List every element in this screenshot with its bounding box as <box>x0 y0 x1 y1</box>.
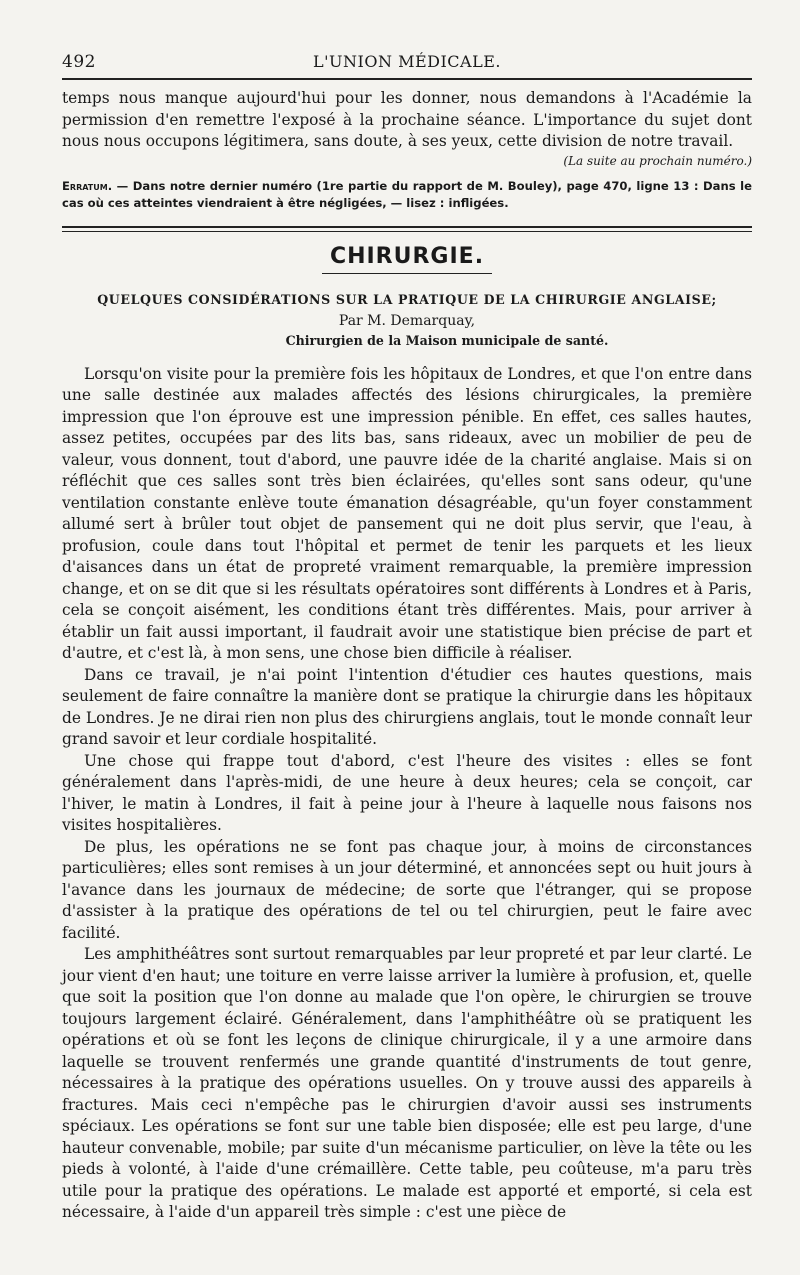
page <box>62 52 752 1224</box>
paragraph: De plus, les opérations ne se font pas chaque jour, à moins de circonstances particulières; elles sont remises à un jour déterminé, et annoncées sept ou huit jours à l'avance dans les journaux de médecine; de sorte que l'étranger, qui se propose d'assister à la pratique des opérations de tel ou tel chirurgien, peut le faire avec facilité. <box>62 837 752 942</box>
paragraph: Les amphithéâtres sont surtout remarquables par leur propreté et par leur clarté. Le jour vient d'en haut; une toiture en verre laisse arriver la lumière à profusion, et, quelle que soit la position que l'on donne au malade que l'on opère, le chirurgien se trouve toujours largement éclairé. Généralement, dans l'amphithéâtre où se pratiquent les opérations et où se font les leçons de clinique chirurgicale, il y a une armoire dans laquelle se trouvent renfermés une grande quantité d'instruments de tout genre, nécessaires à la pratique des opérations usuelles. On y trouve aussi des appareils à fractures. Mais ceci n'empêche pas le chirurgien d'avoir aussi ses instruments spéciaux. Les opérations se font sur une table bien disposée; elle est peu large, d'une hauteur convenable, mobile; par suite d'un mécanisme particulier, on lève la tête ou les pieds à volonté, à l'aide d'une crémaillère. Cette table, peu coûteuse, m'a paru très utile pour la pratique des opérations. Le malade est apporté et emporté, si cela est nécessaire, à l'aide d'un appareil très simple : c'est une pièce de <box>62 945 752 1221</box>
paragraph: Dans ce travail, je n'ai point l'intention d'étudier ces hautes questions, mais seulement de faire connaître la manière dont se pratique la chirurgie dans les hôpitaux de Londres. Je ne dirai rien non plus des chirurgiens anglais, tout le monde connaît leur grand savoir et leur cordiale hospitalité. <box>62 665 752 748</box>
paragraph: Une chose qui frappe tout d'abord, c'est l'heure des visites : elles se font généralement dans l'après-midi, de une heure à deux heures; cela se conçoit, car l'hiver, le matin à Londres, il fait à peine jour à l'heure à laquelle nous faisons nos visites hospitalières. <box>62 751 752 834</box>
section-divider <box>62 226 752 232</box>
paragraph: Lorsqu'on visite pour la première fois les hôpitaux de Londres, et que l'on entre dans une salle destinée aux malades affectés des lésions chirurgicales, la première impression que l'on éprouve est une impression pénible. En effet, ces salles hautes, assez petites, occupées par des lits bas, sans rideaux, avec un mobilier de peu de valeur, vous donnent, tout d'abord, une pauvre idée de la charité anglaise. Mais si on réfléchit que ces salles sont très bien éclairées, qu'elles sont sans odeur, qu'une ventilation constante enlève toute émanation désagréable, qu'un foyer constamment allumé sert à brûler tout objet de pansement qui ne doit plus servir, que l'eau, à profusion, coule dans tout l'hôpital et permet de tenir les parquets et les lieux d'aisances dans un état de propreté vraiment remarquable, la première impression change, et on se dit que si les résultats opératoires sont différents à Londres et à Paris, cela se conçoit aisément, les conditions étant très différentes. Mais, pour arriver à établir un fait aussi important, il faudrait avoir une statistique bien précise de part et d'autre, et c'est là, à mon sens, une chose bien difficile à réaliser. <box>62 364 752 662</box>
page-number: 492 <box>62 52 96 72</box>
erratum <box>62 178 752 212</box>
article-body <box>62 364 752 1224</box>
erratum-text: — Dans notre dernier numéro (1re partie du rapport de M. Bouley), page 470, ligne 13 : Dans le cas où ces atteintes viendraient à être négligées, — lisez : infligées. <box>62 178 752 210</box>
suite-note: (La suite au prochain numéro.) <box>563 153 752 168</box>
running-head <box>62 52 752 80</box>
journal-title: L'UNION MÉDICALE. <box>313 52 501 71</box>
erratum-label: Erratum. <box>62 178 113 193</box>
article-title: QUELQUES CONSIDÉRATIONS SUR LA PRATIQUE DE LA CHIRURGIE ANGLAISE; <box>97 291 717 307</box>
intro-paragraph: temps nous manque aujourd'hui pour les donner, nous demandons à l'Académie la permission d'en remettre l'exposé à la prochaine séance. L'importance du sujet dont nous nous occupons légitimera, sans doute, à ses yeux, cette division de notre travail. <box>62 89 752 150</box>
section-title: CHIRURGIE. <box>329 243 485 269</box>
title-rule <box>322 273 492 274</box>
affiliation: Chirurgien de la Maison municipale de santé. <box>285 332 609 348</box>
byline: Par M. Demarquay, <box>338 312 476 329</box>
